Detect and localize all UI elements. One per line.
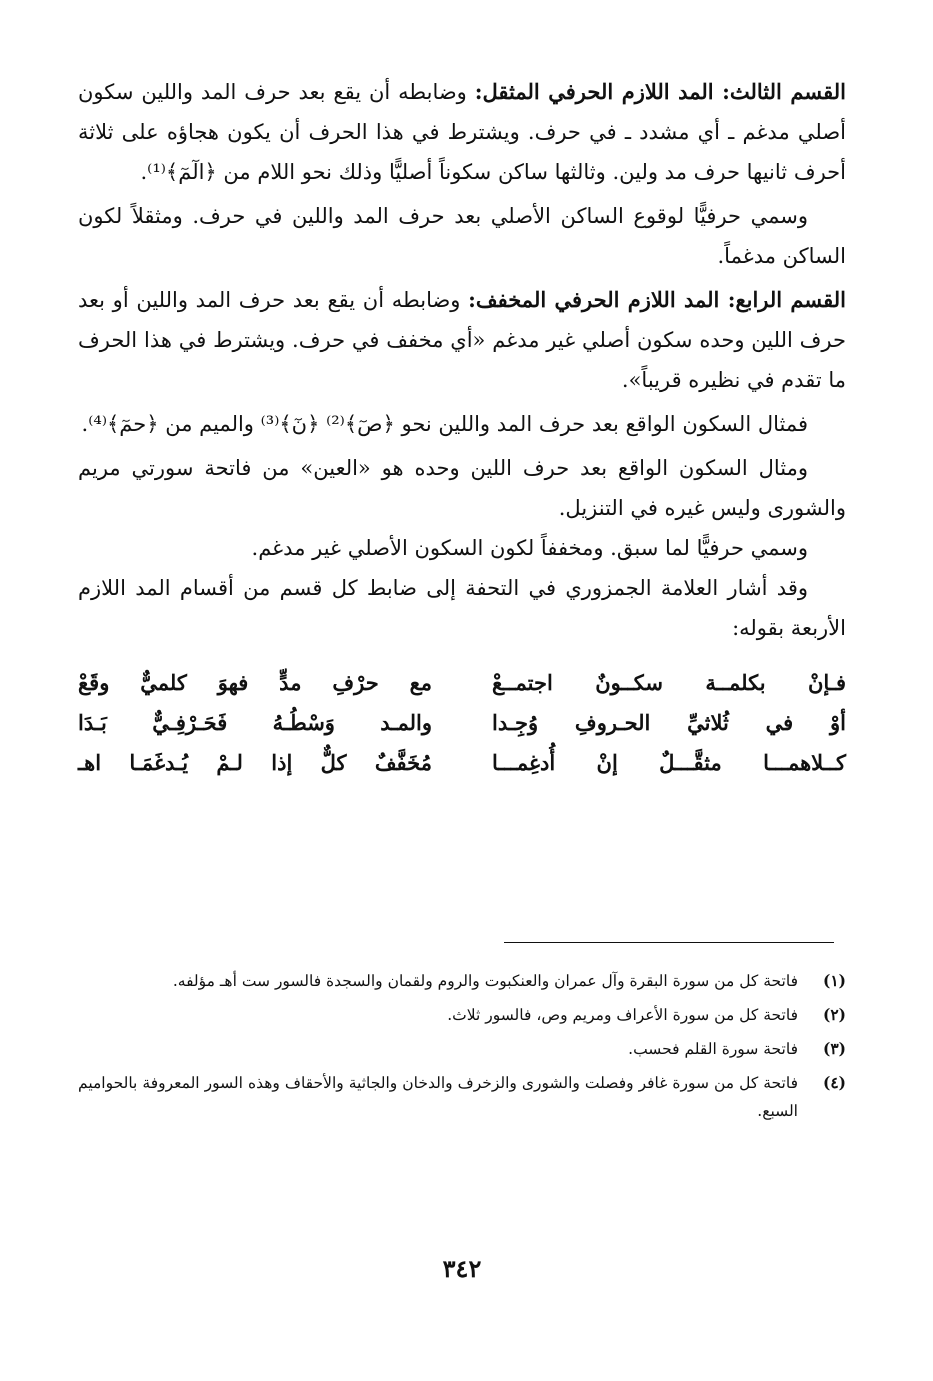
paragraph-naming-heavy: وسمي حرفيًّا لوقوع الساكن الأصلي بعد حرف المد واللين في حرف. ومثقلاً لكون الساكن مدغماً.	[78, 204, 846, 268]
paragraph-naming-light: وسمي حرفيًّا لما سبق. ومخففاً لكون السكون الأصلي غير مدغم.	[251, 536, 808, 560]
paragraph-example-leen: ومثال السكون الواقع بعد حرف اللين وحده هو «العين» من فاتحة سورتي مريم والشورى وليس غيره في التنزيل.	[78, 456, 846, 520]
footnote-text: فاتحة سورة القلم فحسب.	[628, 1040, 798, 1058]
verse-2-first-hemistich: أوْ في ثُلاثيِّ الحـروفِ وُجِـدا	[492, 710, 846, 735]
footnote-number: (٢)	[822, 1005, 846, 1024]
paragraph-fourth-section	[78, 280, 846, 400]
paragraph-example-madd: فمثال السكون الواقع بعد حرف المد واللين نحو ﴿صٓ﴾⁽²⁾ ﴿نٓ﴾⁽³⁾ والميم من ﴿حمٓ﴾⁽⁴⁾.	[81, 412, 808, 436]
footnote-3	[78, 1035, 846, 1063]
verse-3-second-hemistich: مُخَفَّفٌ كلٌّ إذا لـمْ يُـدغَمَـا اهـ	[78, 750, 432, 775]
verse-3-first-hemistich: كــلاهمـــا مثقَّـــلٌ إنْ أُدغِمـــا	[492, 750, 846, 775]
page-number: ٣٤٢	[442, 1254, 482, 1283]
paragraph-third-section	[78, 72, 846, 192]
footnote-number: (٤)	[822, 1073, 846, 1092]
footnote-4	[78, 1069, 846, 1125]
section-heading-third: القسم الثالث: المد اللازم الحرفي المثقل:	[474, 79, 846, 104]
paragraph-poem-intro: وقد أشار العلامة الجمزوري في التحفة إلى ضابط كل قسم من أقسام المد اللازم الأربعة بقوله:	[78, 576, 846, 640]
footnotes	[78, 967, 846, 1131]
footnote-text: فاتحة كل من سورة غافر وفصلت والشورى والزخرف والدخان والجاثية والأحقاف وهذه السور المعروفة بالحواميم السبع.	[78, 1074, 798, 1120]
verse-2-second-hemistich: والمـد وَسْطُـهُ فَحَـرْفِـيٌّ بَـدَا	[78, 710, 432, 735]
book-page	[78, 72, 846, 1362]
footnote-separator	[504, 942, 834, 943]
poem-verses	[78, 664, 846, 782]
footnote-2	[78, 1001, 846, 1029]
paragraph-text: وضابطه أن يقع بعد حرف المد واللين سكون أصلي مدغم ـ أي مشدد ـ في حرف. ويشترط في هذا الحرف أن يكون هجاؤه على ثلاثة أحرف ثانيها حرف مد ولين. وثالثها ساكن سكوناً أصليًّا وذلك نحو اللام من ﴿الٓمٓ﴾⁽¹⁾.	[78, 80, 846, 184]
paragraph-text: وضابطه أن يقع بعد حرف المد واللين أو بعد حرف اللين وحده سكون أصلي غير مدغم «أي مخفف في حرف. ويشترط في هذا الحرف ما تقدم في نظيره قريباً».	[78, 288, 846, 392]
footnote-number: (٣)	[822, 1039, 846, 1058]
footnote-number: (١)	[822, 971, 846, 990]
footnote-text: فاتحة كل من سورة البقرة وآل عمران والعنكبوت والروم ولقمان والسجدة فالسور ست أهـ مؤلفه.	[172, 972, 798, 990]
verse-1-first-hemistich: فـإنْ بكلمــة سكــونٌ اجتمــعْ	[492, 670, 846, 695]
footnote-text: فاتحة كل من سورة الأعراف ومريم وص، فالسور ثلاث.	[447, 1006, 798, 1024]
verse-1-second-hemistich: مع حرْفِ مدٍّ فهوَ كلميٌّ وقَعْ	[78, 670, 432, 695]
section-heading-fourth: القسم الرابع: المد اللازم الحرفي المخفف:	[468, 287, 847, 312]
main-text	[78, 72, 846, 782]
footnote-1	[78, 967, 846, 995]
